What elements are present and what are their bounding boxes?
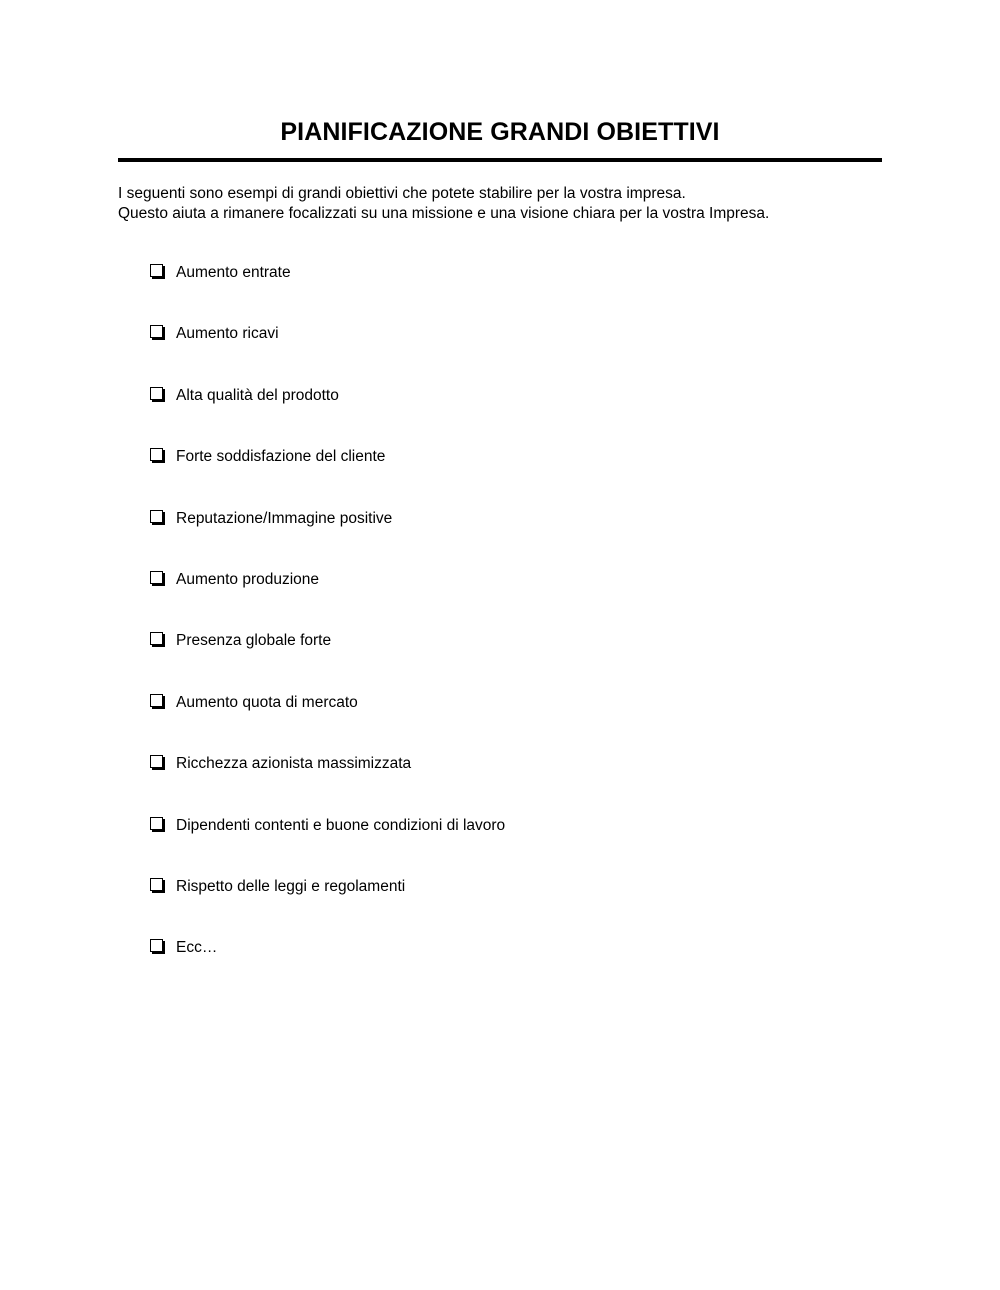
checklist-item-label: Dipendenti contenti e buone condizioni di lavoro [176,816,506,834]
checklist-item-label: Aumento quota di mercato [176,693,358,711]
checklist-item-label: Ecc… [176,939,218,957]
checkbox[interactable] [150,387,163,400]
checkbox[interactable] [150,510,163,523]
checkbox[interactable] [150,571,163,584]
intro-line: Questo aiuta a rimanere focalizzati su una missione e una visione chiara per la vostra Impresa. [118,205,770,222]
checkbox[interactable] [150,817,163,830]
intro-paragraph [118,184,882,224]
checkbox[interactable] [150,325,163,338]
checklist-item-label: Aumento ricavi [176,325,279,343]
checkbox[interactable] [150,694,163,707]
checklist-item-label: Ricchezza azionista massimizzata [176,755,412,773]
page-title: PIANIFICAZIONE GRANDI OBIETTIVI [280,118,720,146]
checkbox[interactable] [150,878,163,891]
checklist-item-label: Reputazione/Immagine positive [176,509,393,527]
checklist-item-label: Aumento entrate [176,264,291,281]
checkbox[interactable] [150,939,163,952]
title-divider [118,158,882,162]
checklist-item-label: Alta qualità del prodotto [176,386,339,404]
checkbox[interactable] [150,264,163,277]
checkbox[interactable] [150,632,163,645]
checklist-item-label: Presenza globale forte [176,632,332,650]
intro-line: I seguenti sono esempi di grandi obiettivi che potete stabilire per la vostra impresa. [118,185,686,202]
checklist-item-label: Forte soddisfazione del cliente [176,448,386,466]
checklist-item-label: Aumento produzione [176,570,320,588]
checklist-item-label: Rispetto delle leggi e regolamenti [176,877,406,895]
checkbox[interactable] [150,448,163,461]
checkbox[interactable] [150,755,163,768]
